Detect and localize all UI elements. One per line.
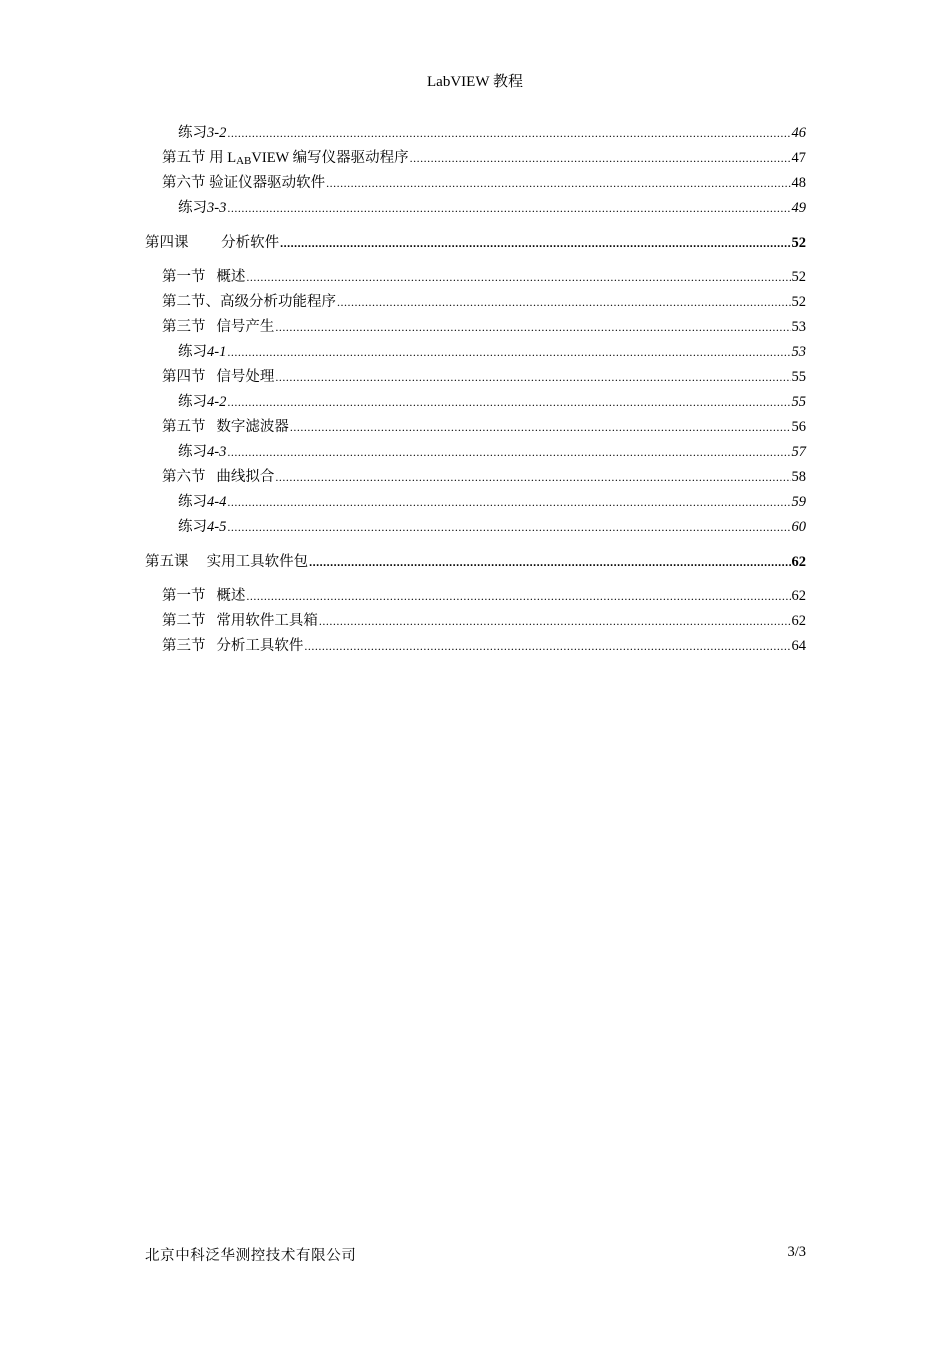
toc-page-number: 55	[791, 369, 806, 385]
toc-entry-exercise-3-2[interactable]	[145, 121, 806, 146]
toc-page-number: 46	[791, 125, 806, 141]
toc-page-number: 49	[791, 200, 806, 216]
toc-entry-section-5-3[interactable]	[145, 634, 806, 659]
toc-page-number: 57	[791, 444, 806, 460]
toc-leader-dots	[227, 390, 790, 415]
toc-entry-exercise-4-2[interactable]	[145, 390, 806, 415]
footer-company-name: 北京中科泛华测控技术有限公司	[145, 1248, 357, 1264]
toc-entry-section-5-1[interactable]	[145, 584, 806, 609]
toc-leader-dots	[227, 196, 790, 221]
toc-entry-section-3-5[interactable]	[145, 146, 806, 171]
toc-entry-title: 第一节 概述	[162, 588, 246, 604]
toc-leader-dots	[227, 515, 790, 540]
toc-entry-exercise-4-4[interactable]	[145, 490, 806, 515]
toc-page-number: 60	[791, 519, 806, 535]
toc-leader-dots	[227, 490, 790, 515]
toc-entry-exercise-4-3[interactable]	[145, 440, 806, 465]
toc-entry-chapter-4[interactable]	[145, 231, 806, 256]
toc-entry-title: 第二节、高级分析功能程序	[162, 294, 336, 310]
toc-leader-dots	[304, 634, 790, 659]
toc-leader-dots	[227, 121, 790, 146]
toc-entry-section-4-3[interactable]	[145, 315, 806, 340]
toc-entry-section-5-2[interactable]	[145, 609, 806, 634]
toc-entry-title: 练习4-3	[178, 444, 227, 460]
toc-entry-section-3-6[interactable]	[145, 171, 806, 196]
toc-leader-dots	[290, 415, 791, 440]
toc-page-number: 62	[791, 588, 806, 604]
toc-entry-title: 第三节 信号产生	[162, 319, 275, 335]
toc-leader-dots	[275, 365, 790, 390]
toc-leader-dots	[326, 171, 790, 196]
toc-entry-title: 练习3-3	[178, 200, 227, 216]
toc-page-number: 52	[791, 235, 806, 251]
toc-leader-dots	[227, 440, 790, 465]
footer-page-indicator: 3/3	[787, 1244, 806, 1260]
toc-page-number: 59	[791, 494, 806, 510]
toc-page-number: 53	[791, 344, 806, 360]
toc-entry-title: 练习4-1	[178, 344, 227, 360]
page-header-title: LabVIEW 教程	[427, 74, 523, 90]
toc-leader-dots	[246, 265, 790, 290]
toc-leader-dots	[319, 609, 791, 634]
toc-entry-exercise-4-5[interactable]	[145, 515, 806, 540]
toc-entry-title: 第五课 实用工具软件包	[145, 554, 309, 570]
toc-leader-dots	[410, 146, 791, 171]
toc-entry-title: 第六节 验证仪器驱动软件	[162, 175, 326, 191]
toc-leader-dots	[337, 290, 791, 315]
toc-entry-chapter-5[interactable]	[145, 550, 806, 575]
toc-leader-dots	[309, 550, 790, 575]
toc-entry-title: 练习4-5	[178, 519, 227, 535]
toc-leader-dots	[275, 315, 790, 340]
toc-entry-section-4-1[interactable]	[145, 265, 806, 290]
toc-entry-section-4-2[interactable]	[145, 290, 806, 315]
toc-entry-section-4-5[interactable]	[145, 415, 806, 440]
toc-entry-title: 第一节 概述	[162, 269, 246, 285]
toc-page-number: 55	[791, 394, 806, 410]
toc-entry-title: 第五节 用 LABVIEW 编写仪器驱动程序	[162, 150, 409, 167]
toc-entry-title: 练习4-4	[178, 494, 227, 510]
toc-page-number: 62	[791, 613, 806, 629]
toc-entry-section-4-6[interactable]	[145, 465, 806, 490]
toc-page-number: 56	[791, 419, 806, 435]
toc-leader-dots	[246, 584, 790, 609]
toc-page-number: 64	[791, 638, 806, 654]
toc-entry-title: 第三节 分析工具软件	[162, 638, 304, 654]
toc-entry-exercise-3-3[interactable]	[145, 196, 806, 221]
toc-entry-title: 第四课 分析软件	[145, 235, 280, 251]
toc-page-number: 47	[791, 150, 806, 166]
toc-page-number: 53	[791, 319, 806, 335]
toc-entry-section-4-4[interactable]	[145, 365, 806, 390]
toc-page-number: 52	[791, 269, 806, 285]
toc-entry-title: 第四节 信号处理	[162, 369, 275, 385]
toc-entry-title: 练习4-2	[178, 394, 227, 410]
toc-page-number: 52	[791, 294, 806, 310]
toc-leader-dots	[227, 340, 790, 365]
table-of-contents	[145, 121, 806, 659]
toc-leader-dots	[275, 465, 790, 490]
toc-page-number: 48	[791, 175, 806, 191]
toc-entry-exercise-4-1[interactable]	[145, 340, 806, 365]
toc-page-number: 62	[791, 554, 806, 570]
toc-entry-title: 第二节 常用软件工具箱	[162, 613, 318, 629]
toc-leader-dots	[280, 231, 790, 256]
toc-page-number: 58	[791, 469, 806, 485]
toc-entry-title: 第五节 数字滤波器	[162, 419, 289, 435]
toc-entry-title: 练习3-2	[178, 125, 227, 141]
toc-entry-title: 第六节 曲线拟合	[162, 469, 275, 485]
